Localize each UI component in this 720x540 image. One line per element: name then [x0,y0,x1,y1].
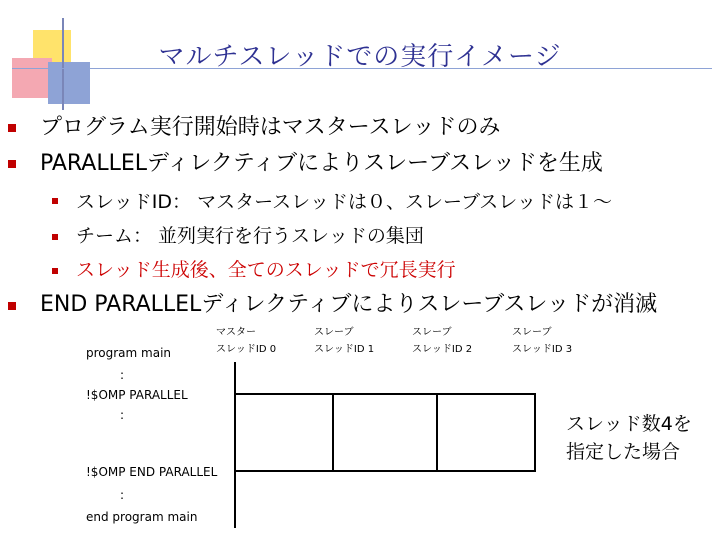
thread-role: スレーブ [512,327,552,338]
fork-line [234,393,536,395]
code-program-main: program main [86,346,172,360]
code-omp-parallel: !$OMP PARALLEL [86,388,188,402]
slave-thread-3-line [534,393,536,472]
slave-thread-1-line [332,393,334,472]
code-end-program: end program main [86,510,198,524]
slave-thread-2-line [436,393,438,472]
thread-id: スレッドID 3 [512,344,573,355]
thread-id: スレッドID 1 [314,344,375,355]
slide-title: マルチスレッドでの実行イメージ [158,42,562,72]
thread-header-0 [216,326,276,356]
thread-role: スレーブ [314,327,354,338]
code-colon: : [120,408,125,422]
bullet-marker [8,124,16,132]
thread-header-1 [314,326,374,356]
thread-count-note [566,410,692,466]
sub-bullet-marker [52,198,58,204]
thread-role: スレーブ [412,327,452,338]
thread-header-3 [512,326,572,356]
bullet-3: END PARALLELディレクティブによりスレーブスレッドが消滅 [40,292,658,317]
sub-bullet-marker [52,268,58,274]
join-line [234,470,536,472]
code-colon: : [120,488,125,502]
master-thread-line [234,362,236,528]
thread-id: スレッドID 0 [216,344,277,355]
thread-id: スレッドID 2 [412,344,473,355]
code-omp-end-parallel: !$OMP END PARALLEL [86,465,218,479]
thread-role: マスター [216,327,256,338]
sub-bullet-marker [52,234,58,240]
note-line-1: スレッド数4を [566,413,692,435]
bullet-marker [8,160,16,168]
bullet-2: PARALLELディレクティブによりスレーブスレッドを生成 [40,151,603,176]
note-line-2: 指定した場合 [566,441,681,463]
thread-header-2 [412,326,472,356]
sub-bullet-3: スレッド生成後、全てのスレッドで冗長実行 [76,259,456,281]
bullet-marker [8,302,16,310]
code-colon: : [120,368,125,382]
sub-bullet-1: スレッドID： マスタースレッドは０、スレーブスレッドは１～ [76,191,613,213]
sub-bullet-2: チーム： 並列実行を行うスレッドの集団 [76,225,424,247]
bullet-1: プログラム実行開始時はマスタースレッドのみ [40,115,501,140]
